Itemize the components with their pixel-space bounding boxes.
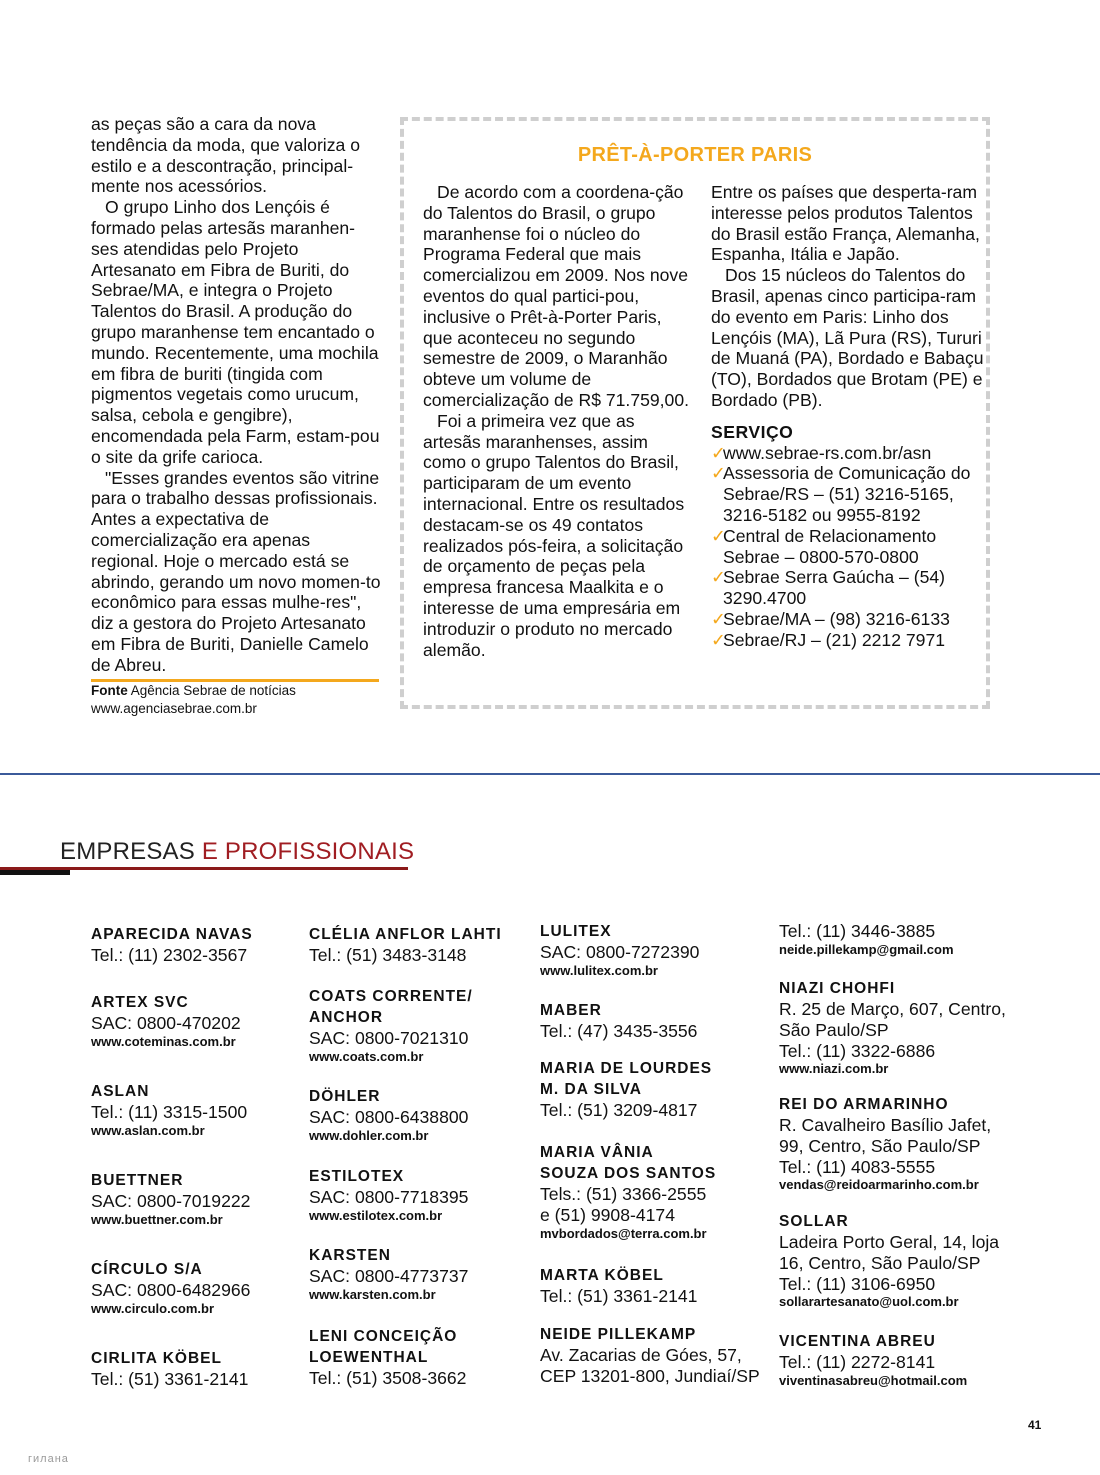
- directory-entry: [540, 921, 765, 979]
- entry-detail: SAC: 0800-7718395: [309, 1187, 469, 1207]
- box-column-2: [711, 182, 986, 651]
- check-icon: ✓: [711, 608, 726, 629]
- entry-detail: Tel.: (51) 3361-2141: [91, 1369, 249, 1389]
- service-item-text: Sebrae Serra Gaúcha – (54) 3290.4700: [723, 567, 946, 609]
- entry-detail: Tel.: (11) 2302-3567: [91, 945, 248, 965]
- entry-detail: 16, Centro, São Paulo/SP: [779, 1252, 981, 1273]
- check-icon: ✓: [711, 525, 726, 546]
- entry-detail: Tel.: (11) 3322-6886: [779, 1040, 936, 1061]
- entry-detail: 99, Centro, São Paulo/SP: [779, 1135, 981, 1156]
- directory-entry: [540, 1000, 765, 1042]
- box-paragraph: Dos 15 núcleos do Talentos do Brasil, apenas cinco participa-ram do evento em Paris: Linho dos Lençóis (MA), Lã Pura (RS), Tururi de Muaná (PA), Bordado e Babaçu (TO), Bordados que Brotam (PE) e Bordado (PB).: [711, 265, 984, 410]
- directory-entry: [91, 1348, 316, 1390]
- entry-detail: Tel.: (11) 4083-5555: [779, 1156, 936, 1177]
- entry-name: APARECIDA NAVAS: [91, 926, 253, 943]
- entry-web: www.lulitex.com.br: [540, 962, 658, 978]
- directory-entry: [309, 924, 534, 966]
- entry-name: CLÉLIA ANFLOR LAHTI: [309, 926, 502, 943]
- entry-name: CÍRCULO S/A: [91, 1261, 203, 1278]
- entry-detail: Av. Zacarias de Góes, 57,: [540, 1345, 742, 1365]
- directory-entry: [91, 1081, 316, 1139]
- check-icon: ✓: [711, 567, 726, 588]
- service-item: [711, 567, 986, 609]
- service-item-text: Assessoria de Comunicação do Sebrae/RS – (51) 3216-5165, 3216-5182 ou 9955-8192: [723, 463, 971, 525]
- box-paragraph: De acordo com a coordena-ção do Talentos do Brasil, o grupo maranhense foi o núcleo do Programa Federal que mais comercializou em 2009. Nos nove eventos do qual partici-pou, inclusive o Prêt-à-Porter Paris, que aconteceu no segundo semestre de 2009, o Maranhão obteve um volume de comercialização de R$ 71.759,00.: [423, 182, 690, 410]
- service-heading: SERVIÇO: [711, 421, 794, 442]
- section-divider: [0, 773, 1100, 775]
- entry-detail: Tel.: (47) 3435-3556: [540, 1021, 698, 1041]
- box-paragraph: Entre os países que desperta-ram interesse pelos produtos Talentos do Brasil estão França, Alemanha, Espanha, Itália e Japão.: [711, 182, 980, 265]
- entry-name: ARTEX SVC: [91, 994, 189, 1011]
- box-title: PRÊT-À-PORTER PARIS: [577, 144, 813, 166]
- entry-detail: SAC: 0800-4773737: [309, 1266, 469, 1286]
- source-credit: [91, 682, 391, 718]
- entry-detail: Tel.: (11) 3446-3885: [779, 921, 936, 941]
- entry-detail: SAC: 0800-6438800: [309, 1107, 469, 1127]
- service-item: [711, 609, 986, 630]
- entry-detail: Tel.: (51) 3483-3148: [309, 945, 467, 965]
- service-item-text: Sebrae/RJ – (21) 2212 7971: [723, 629, 946, 650]
- entry-name: MARIA VÂNIA: [540, 1144, 654, 1161]
- entry-name: SOLLAR: [779, 1213, 849, 1230]
- entry-name: MARIA DE LOURDES: [540, 1060, 713, 1077]
- section-title-accent: E PROFISSIONAIS: [201, 838, 415, 865]
- entry-name: LOEWENTHAL: [309, 1349, 429, 1366]
- entry-detail: CEP 13201-800, Jundiaí/SP: [540, 1365, 760, 1386]
- directory-entry: [309, 986, 534, 1065]
- directory-entry: [779, 1094, 1039, 1193]
- entry-name: VICENTINA ABREU: [779, 1333, 936, 1350]
- article-paragraph: "Esses grandes eventos são vitrine para o trabalho dessas profissionais. Antes a expectativa de comercialização era apenas regional. Hoje o mercado está se abrindo, gerando um novo momen-to econômico para essas mulhe-res", diz a gestora do Projeto Artesanato em Fibra de Buriti, Danielle Camelo de Abreu.: [91, 467, 381, 675]
- entry-name: DÖHLER: [309, 1088, 381, 1105]
- entry-detail: Tel.: (11) 3106-6950: [779, 1273, 936, 1294]
- article-paragraph: as peças são a cara da nova tendência da moda, que valoriza o estilo e a descontração, principal-mente nos acessórios.: [91, 114, 360, 197]
- entry-web: www.karsten.com.br: [309, 1286, 436, 1302]
- directory-entry: [779, 1331, 1039, 1389]
- service-item-text: www.sebrae-rs.com.br/asn: [723, 442, 932, 463]
- entry-web: sollarartesanato@uol.com.br: [779, 1294, 959, 1310]
- entry-name: LENI CONCEIÇÃO: [309, 1328, 458, 1345]
- entry-name: CIRLITA KÖBEL: [91, 1350, 222, 1367]
- entry-detail: São Paulo/SP: [779, 1019, 889, 1040]
- directory-entry: [540, 1058, 765, 1121]
- service-item-text: Sebrae/MA – (98) 3216-6133: [723, 608, 950, 629]
- box-paragraph: Foi a primeira vez que as artesãs maranhenses, assim como o grupo Talentos do Brasil, participaram de um evento internacional. Entre os resultados destacam-se os 49 contatos realizados pós-feira, a solicitação de orçamento de peças pela empresa francesa Maalkita e o interesse de uma empresária em introduzir o produto no mercado alemão.: [423, 410, 685, 660]
- entry-web: www.niazi.com.br: [779, 1061, 889, 1077]
- entry-name: NIAZI CHOHFI: [779, 980, 896, 997]
- directory-entry: [540, 1324, 765, 1387]
- entry-web: www.aslan.com.br: [91, 1122, 205, 1138]
- footer-mark: гилана: [28, 1453, 69, 1465]
- directory-entry: [309, 1326, 534, 1389]
- entry-web: mvbordados@terra.com.br: [540, 1225, 707, 1241]
- entry-detail: Tel.: (51) 3508-3662: [309, 1368, 467, 1388]
- service-list: [711, 443, 986, 651]
- entry-name: MARTA KÖBEL: [540, 1267, 664, 1284]
- entry-name: M. DA SILVA: [540, 1081, 642, 1098]
- entry-name: REI DO ARMARINHO: [779, 1096, 949, 1113]
- entry-name: COATS CORRENTE/: [309, 988, 473, 1005]
- service-item: [711, 463, 986, 525]
- service-item: [711, 630, 986, 651]
- entry-name: SOUZA DOS SANTOS: [540, 1165, 717, 1182]
- entry-detail: SAC: 0800-7019222: [91, 1191, 251, 1211]
- service-item-text: Central de Relacionamento Sebrae – 0800-570-0800: [723, 525, 937, 567]
- directory-entry: [779, 978, 1039, 1077]
- entry-detail: SAC: 0800-7272390: [540, 942, 700, 962]
- directory-entry: [540, 1265, 765, 1307]
- entry-name: KARSTEN: [309, 1247, 391, 1264]
- entry-detail: R. Cavalheiro Basílio Jafet,: [779, 1115, 992, 1135]
- check-icon: ✓: [711, 442, 726, 463]
- entry-name: ASLAN: [91, 1083, 150, 1100]
- entry-name: LULITEX: [540, 923, 612, 940]
- article-paragraph: O grupo Linho dos Lençóis é formado pelas artesãs maranhen-ses atendidas pelo Projeto Artesanato em Fibra de Buriti, do Sebrae/MA, e integra o Projeto Talentos do Brasil. A produção do grupo maranhense tem encantado o mundo. Recentemente, uma mochila em fibra de buriti (tingida com pigmentos vegetais como urucum, salsa, cebola e gengibre), encomendada pela Farm, estam-pou o site da grife carioca.: [91, 197, 380, 467]
- entry-web: www.coats.com.br: [309, 1048, 424, 1064]
- entry-name: ESTILOTEX: [309, 1168, 405, 1185]
- source-label: Fonte: [91, 683, 128, 698]
- box-column-1: [423, 182, 693, 660]
- entry-web: www.dohler.com.br: [309, 1127, 429, 1143]
- entry-web: neide.pillekamp@gmail.com: [779, 941, 954, 957]
- entry-detail: SAC: 0800-6482966: [91, 1280, 251, 1300]
- entry-detail: Tel.: (11) 2272-8141: [779, 1352, 936, 1372]
- entry-detail: Ladeira Porto Geral, 14, loja: [779, 1232, 1000, 1252]
- entry-detail: R. 25 de Março, 607, Centro,: [779, 999, 1006, 1019]
- entry-detail: Tels.: (51) 3366-2555: [540, 1184, 707, 1204]
- entry-detail: SAC: 0800-7021310: [309, 1028, 469, 1048]
- directory-entry: [779, 921, 1039, 958]
- check-icon: ✓: [711, 629, 726, 650]
- directory-entry: [309, 1245, 534, 1303]
- source-url: www.agenciasebrae.com.br: [91, 701, 257, 716]
- entry-detail: e (51) 9908-4174: [540, 1204, 675, 1225]
- entry-name: MABER: [540, 1002, 602, 1019]
- directory-entry: [309, 1166, 534, 1224]
- page-number: 41: [1028, 1418, 1042, 1432]
- directory-entry: [779, 1211, 1039, 1310]
- directory-entry: [91, 992, 316, 1050]
- section-title-shadow: [0, 870, 70, 875]
- entry-detail: Tel.: (51) 3209-4817: [540, 1100, 698, 1120]
- directory-entry: [309, 1086, 534, 1144]
- entry-web: www.coteminas.com.br: [91, 1033, 236, 1049]
- entry-name: BUETTNER: [91, 1172, 184, 1189]
- entry-web: vendas@reidoarmarinho.com.br: [779, 1177, 979, 1193]
- article-left-column: [91, 114, 381, 676]
- entry-web: www.buettner.com.br: [91, 1211, 223, 1227]
- section-title-main: EMPRESAS: [60, 838, 195, 865]
- entry-detail: SAC: 0800-470202: [91, 1013, 241, 1033]
- directory-entry: [91, 924, 316, 966]
- entry-name: ANCHOR: [309, 1009, 384, 1026]
- entry-web: www.estilotex.com.br: [309, 1207, 443, 1223]
- entry-web: www.circulo.com.br: [91, 1300, 215, 1316]
- check-icon: ✓: [711, 463, 726, 484]
- directory-entry: [540, 1142, 765, 1242]
- entry-detail: Tel.: (11) 3315-1500: [91, 1102, 248, 1122]
- section-title: [60, 838, 414, 866]
- service-item: [711, 443, 986, 464]
- entry-name: NEIDE PILLEKAMP: [540, 1326, 697, 1343]
- entry-web: viventinasabreu@hotmail.com: [779, 1372, 968, 1388]
- service-item: [711, 526, 986, 568]
- source-text: Agência Sebrae de notícias: [130, 683, 296, 698]
- directory-entry: [91, 1259, 316, 1317]
- entry-detail: Tel.: (51) 3361-2141: [540, 1286, 698, 1306]
- directory-entry: [91, 1170, 316, 1228]
